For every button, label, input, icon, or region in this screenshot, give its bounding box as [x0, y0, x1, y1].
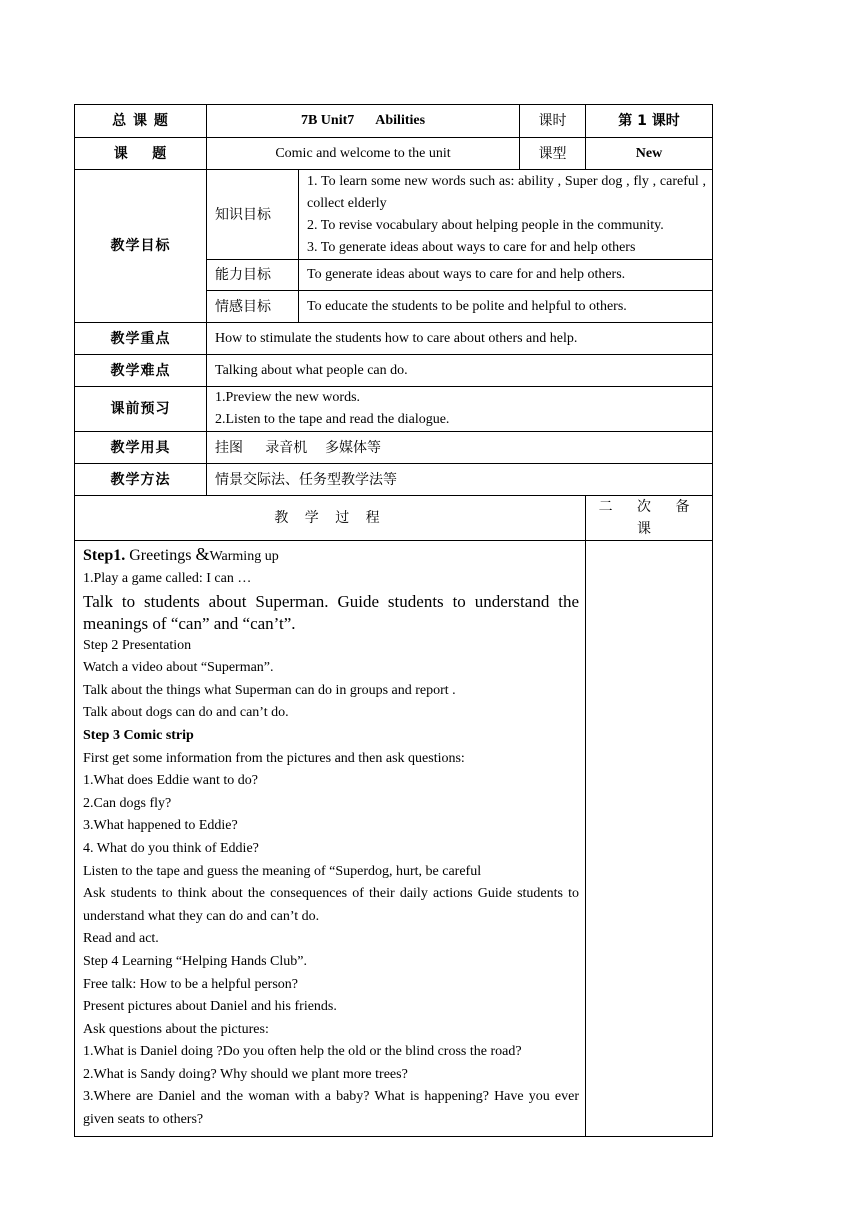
header-row-lesson — [75, 138, 713, 170]
type-value: New — [586, 138, 713, 170]
process-line: 2.Can dogs fly? — [83, 795, 172, 811]
type-label: 课型 — [520, 138, 586, 170]
lesson-label: 课 题 — [75, 138, 207, 170]
step1-amp: & — [195, 544, 210, 564]
topic-label: 总 课 题 — [75, 105, 207, 138]
process-line: Talk about dogs can do and can’t do. — [83, 705, 289, 721]
emotion-content: To educate the students to be polite and helpful to others. — [299, 291, 713, 323]
difficulties-label: 教学难点 — [75, 355, 207, 387]
knowledge-line: 2. To revise vocabulary about helping people in the community. — [307, 217, 664, 233]
process-line: 2.What is Sandy doing? Why should we plant more trees? — [83, 1066, 408, 1082]
preview-line: 2.Listen to the tape and read the dialogue. — [215, 412, 450, 427]
preview-line: 1.Preview the new words. — [215, 390, 361, 405]
process-line: Step 2 Presentation — [83, 637, 192, 653]
key-points-label: 教学重点 — [75, 323, 207, 355]
process-line: 3.What happened to Eddie? — [83, 818, 238, 834]
preview-row — [75, 387, 713, 432]
process-line: 3.Where are Daniel and the woman with a baby? What is happening? Have you ever given seats to others? — [83, 1089, 580, 1128]
process-line: 1.What does Eddie want to do? — [83, 773, 258, 789]
period-label: 课时 — [520, 105, 586, 138]
methods-label: 教学方法 — [75, 464, 207, 496]
process-line: Talk about the things what Superman can do in groups and report . — [83, 682, 456, 698]
process-line: Ask questions about the pictures: — [83, 1021, 269, 1037]
tools-label: 教学用具 — [75, 432, 207, 464]
key-points-row — [75, 323, 713, 355]
process-line: Ask students to think about the consequences of their daily actions Guide students to understand what they can do and can’t do. — [83, 886, 580, 924]
process-header-row — [75, 496, 713, 541]
second-prep-cell — [586, 541, 713, 1137]
process-line: Talk to students about Superman. Guide students to understand the meanings of “can” and “can’t”. — [83, 591, 580, 633]
methods-content: 情景交际法、任务型教学法等 — [207, 464, 713, 496]
process-line: Free talk: How to be a helpful person? — [83, 976, 298, 992]
process-line: 4. What do you think of Eddie? — [83, 840, 259, 856]
knowledge-content — [299, 170, 713, 260]
process-line: Step 4 Learning “Helping Hands Club”. — [83, 953, 307, 969]
objectives-row-knowledge — [75, 170, 713, 260]
ability-label: 能力目标 — [207, 260, 299, 291]
tools-row — [75, 432, 713, 464]
process-content — [75, 541, 586, 1137]
process-line: Watch a video about “Superman”. — [83, 660, 274, 676]
process-line: Present pictures about Daniel and his friends. — [83, 999, 337, 1015]
lesson-title: Comic and welcome to the unit — [207, 138, 520, 170]
emotion-label: 情感目标 — [207, 291, 299, 323]
objectives-label: 教学目标 — [75, 170, 207, 323]
process-line: First get some information from the pictures and then ask questions: — [83, 750, 465, 766]
preview-label: 课前预习 — [75, 387, 207, 432]
process-line: 1.What is Daniel doing ?Do you often help the old or the blind cross the road? — [83, 1044, 522, 1060]
step1-title: Greetings — [125, 547, 196, 564]
tools-content: 挂图 录音机 多媒体等 — [207, 432, 713, 464]
unit-title: Abilities — [375, 113, 426, 128]
step1-heading — [83, 543, 579, 568]
lesson-plan-table — [74, 104, 713, 1137]
process-body-row — [75, 541, 713, 1137]
process-line: Step 3 Comic strip — [83, 727, 194, 743]
step1-tail: Warming up — [209, 549, 279, 564]
step1-label: Step1. — [83, 547, 126, 564]
process-line: 1.Play a game called: I can … — [83, 571, 252, 586]
unit-code: 7B Unit7 — [300, 113, 355, 128]
unit-cell — [207, 105, 520, 138]
second-prep-label: 二 次 备 课 — [586, 496, 713, 541]
knowledge-line: 3. To generate ideas about ways to care for and help others — [307, 239, 636, 255]
period-value: 第 1 课时 — [586, 105, 713, 138]
difficulties-content: Talking about what people can do. — [207, 355, 713, 387]
header-row-topic — [75, 105, 713, 138]
process-title: 教 学 过 程 — [75, 496, 586, 541]
ability-content: To generate ideas about ways to care for and help others. — [299, 260, 713, 291]
process-line: Read and act. — [83, 931, 159, 947]
preview-content — [207, 387, 713, 432]
knowledge-label: 知识目标 — [207, 170, 299, 260]
knowledge-line: 1. To learn some new words such as: ability , Super dog , fly , careful , collect elderly — [307, 173, 707, 211]
methods-row — [75, 464, 713, 496]
difficulties-row — [75, 355, 713, 387]
process-line: Listen to the tape and guess the meaning of “Superdog, hurt, be careful — [83, 863, 482, 879]
key-points-content: How to stimulate the students how to care about others and help. — [207, 323, 713, 355]
